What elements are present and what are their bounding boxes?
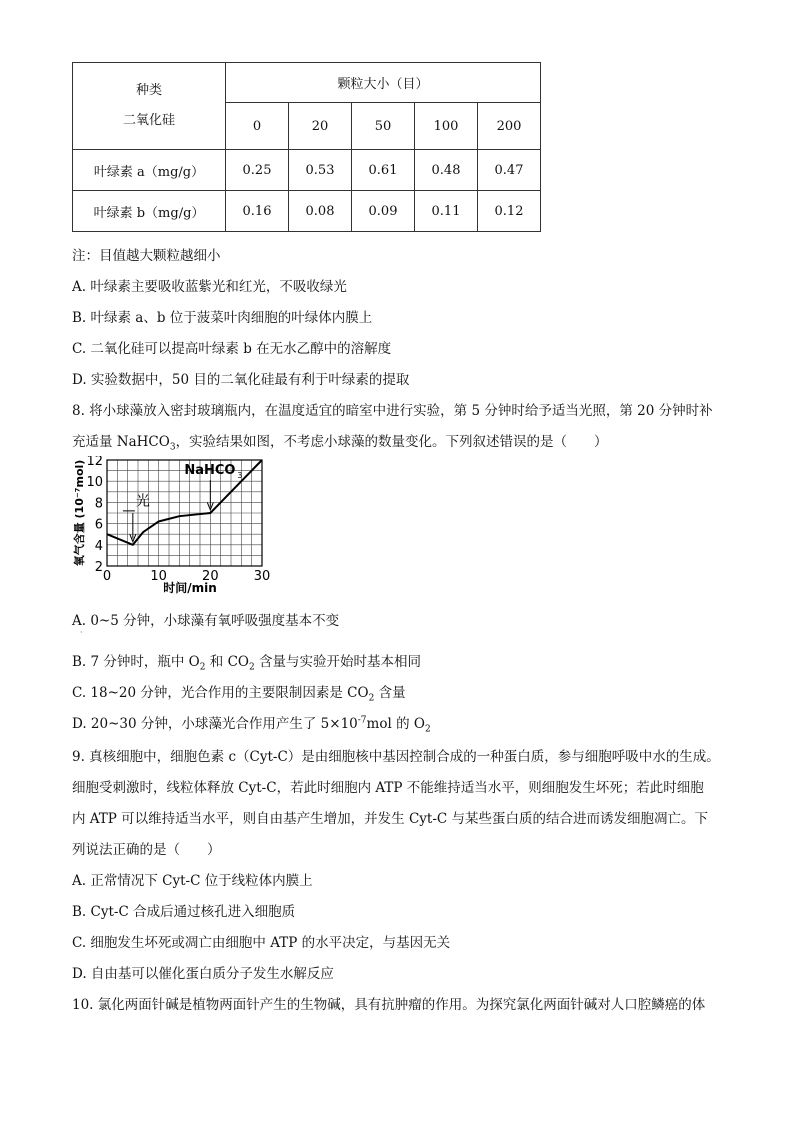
x-tick-label: 20 bbox=[202, 569, 219, 584]
q8-stem-line2: 充适量 NaHCO$_3$，实验结果如图，不考虑小球藻的数量变化。下列叙述错误的是（ ） bbox=[72, 434, 608, 453]
table-row bbox=[73, 150, 541, 191]
y-tick-label: 4 bbox=[94, 538, 103, 554]
q9-option-d: D. 自由基可以催化蛋白质分子发生水解反应 bbox=[72, 966, 334, 982]
q9-stem-line3: 内 ATP 可以维持适当水平，则自由基产生增加，并发生 Cyt-C 与某些蛋白质的结合进而诱发细胞凋亡。下 bbox=[72, 811, 709, 827]
table-cell: 0.08 bbox=[289, 191, 352, 232]
table-cell: 0.09 bbox=[352, 191, 415, 232]
table-note: 注：目值越大颗粒越细小 bbox=[72, 248, 221, 264]
q7-option-a: A. 叶绿素主要吸收蓝紫光和红光，不吸收绿光 bbox=[72, 279, 347, 295]
x-tick-label: 30 bbox=[253, 569, 271, 584]
nahco3-annotation-label: NaHCO bbox=[184, 462, 236, 478]
table-row bbox=[73, 191, 541, 232]
q8-option-a: A. 0~5 分钟，小球藻有氧呼吸强度基本不变 bbox=[72, 613, 340, 629]
q9-option-c: C. 细胞发生坏死或凋亡由细胞中 ATP 的水平决定，与基因无关 bbox=[72, 935, 451, 951]
nahco3-annotation-subscript: 3 bbox=[237, 471, 243, 481]
q7-option-d: D. 实验数据中，50 目的二氧化硅最有利于叶绿素的提取 bbox=[72, 372, 410, 388]
table-cell: 0.11 bbox=[415, 191, 478, 232]
q9-stem-line4: 列说法正确的是（ ） bbox=[72, 842, 221, 858]
q9-stem-line1: 9. 真核细胞中，细胞色素 c（Cyt-C）是由细胞核中基因控制合成的一种蛋白质，参与细胞呼吸中水的生成。 bbox=[72, 749, 720, 765]
table-cell: 0.48 bbox=[415, 150, 478, 191]
table-cell: 0.12 bbox=[478, 191, 541, 232]
q8-stem-line1: 8. 将小球藻放入密封玻璃瓶内，在温度适宜的暗室中进行实验，第 5 分钟时给予适当光照，第 20 分钟时补 bbox=[72, 403, 713, 419]
size-col-200: 200 bbox=[478, 103, 541, 150]
row-label: 叶绿素 b（mg/g） bbox=[73, 191, 226, 232]
stray-dot: · bbox=[80, 628, 83, 637]
y-axis-label: 氧气含量 (10⁻⁷mol) bbox=[73, 459, 86, 567]
size-col-0: 0 bbox=[226, 103, 289, 150]
size-col-100: 100 bbox=[415, 103, 478, 150]
y-tick-label: 10 bbox=[86, 475, 103, 491]
q9-stem-line2: 细胞受刺激时，线粒体释放 Cyt-C，若此时细胞内 ATP 不能维持适当水平，则细胞发生坏死；若此时细胞 bbox=[72, 780, 704, 796]
q8-option-d: D. 20~30 分钟，小球藻光合作用产生了 $5\times 10^{-7}mol$ 的 $O_2$ bbox=[72, 715, 431, 735]
table-cell: 0.16 bbox=[226, 191, 289, 232]
size-header: 颗粒大小（目） bbox=[226, 63, 541, 103]
table-cell: 0.25 bbox=[226, 150, 289, 191]
table-cell: 0.47 bbox=[478, 150, 541, 191]
chlorophyll-table bbox=[72, 62, 541, 232]
table-cell: 0.53 bbox=[289, 150, 352, 191]
table-corner-cell bbox=[73, 63, 226, 150]
x-tick-label: 10 bbox=[150, 569, 167, 584]
x-tick-label: 0 bbox=[102, 569, 112, 584]
size-col-50: 50 bbox=[352, 103, 415, 150]
size-col-20: 20 bbox=[289, 103, 352, 150]
q8-option-c: C. 18~20 分钟，光合作用的主要限制因素是 $CO_2$ 含量 bbox=[72, 685, 406, 704]
y-tick-label: 12 bbox=[86, 456, 103, 469]
table-cell: 0.61 bbox=[352, 150, 415, 191]
y-tick-labels bbox=[86, 456, 103, 575]
light-annotation-label: 光 bbox=[135, 493, 150, 510]
q9-option-a: A. 正常情况下 Cyt-C 位于线粒体内膜上 bbox=[72, 873, 313, 889]
q7-option-b: B. 叶绿素 a、b 位于菠菜叶肉细胞的叶绿体内膜上 bbox=[72, 310, 373, 326]
q8-option-b: B. 7 分钟时，瓶中 $O_2$ 和 $CO_2$ 含量与实验开始时基本相同 bbox=[72, 654, 421, 673]
q9-option-b: B. Cyt-C 合成后通过核孔进入细胞质 bbox=[72, 904, 296, 920]
q10-stem-line1: 10. 氯化两面针碱是植物两面针产生的生物碱，具有抗肿瘤的作用。为探究氯化两面针碱对人口腔鳞癌的体 bbox=[72, 997, 706, 1013]
y-tick-label: 6 bbox=[94, 517, 103, 533]
y-tick-label: 8 bbox=[94, 496, 103, 512]
corner-top-label: 种类 bbox=[135, 83, 162, 98]
row-label: 叶绿素 a（mg/g） bbox=[73, 150, 226, 191]
corner-bottom-label: 二氧化硅 bbox=[122, 113, 175, 128]
oxygen-chart bbox=[70, 456, 280, 596]
q7-option-c: C. 二氧化硅可以提高叶绿素 b 在无水乙醇中的溶解度 bbox=[72, 341, 392, 357]
x-axis-label: 时间/min bbox=[163, 581, 217, 595]
y-tick-label: 2 bbox=[94, 560, 103, 575]
